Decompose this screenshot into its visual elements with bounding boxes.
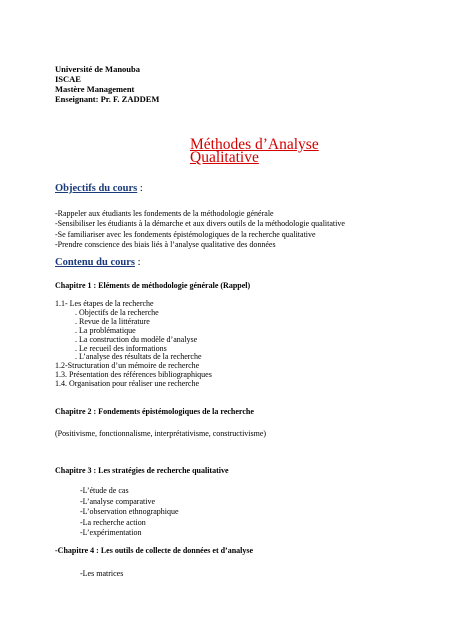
objectives-heading-colon: : xyxy=(137,183,143,194)
teacher-name: Enseignant: Pr. F. ZADDEM xyxy=(55,94,160,104)
outline-item: 1.1- Les étapes de la recherche xyxy=(55,299,154,308)
objective-item: -Sensibiliser les étudiants à la démarche et aux divers outils de la méthodologie qualitative xyxy=(55,219,345,229)
school-name: ISCAE xyxy=(55,74,81,84)
outline-item: 1.4. Organisation pour réaliser une recherche xyxy=(55,379,200,389)
objectives-heading-label: Objectifs du cours xyxy=(55,183,138,194)
outline-subitem: . Le recueil des informations xyxy=(75,343,167,353)
outline-subitem: . Objectifs de la recherche xyxy=(75,307,159,317)
university-name: Université de Manouba xyxy=(55,64,140,74)
strategy-item: -L’observation ethnographique xyxy=(80,507,179,517)
objectives-list xyxy=(55,209,345,250)
chapter-1-outline xyxy=(55,300,212,389)
outline-subitem: . La construction du modèle d’analyse xyxy=(75,334,198,344)
strategy-item: -L’analyse comparative xyxy=(80,496,156,506)
tool-item: -Les matrices xyxy=(80,569,124,578)
chapter-2-title: Chapitre 2 : Fondements épistémologiques de la recherche xyxy=(55,407,254,416)
chapter-1-title: Chapitre 1 : Eléments de méthodologie générale (Rappel) xyxy=(55,281,251,290)
outline-subitem: . L’analyse des résultats de la recherche xyxy=(75,352,202,362)
course-title-line-2: Qualitative xyxy=(190,149,259,166)
strategy-item: -L’étude de cas xyxy=(80,486,129,495)
course-title xyxy=(190,138,319,164)
outline-item: 1.3. Présentation des références bibliographiques xyxy=(55,370,212,380)
objective-item: -Prendre conscience des biais liés à l’analyse qualitative des données xyxy=(55,239,276,249)
chapter-3-list xyxy=(80,486,179,539)
chapter-2-text: (Positivisme, fonctionnalisme, interprétativisme, constructivisme) xyxy=(55,429,267,438)
strategy-item: -L’expérimentation xyxy=(80,528,142,538)
contents-heading-colon: : xyxy=(134,257,141,268)
objectives-heading xyxy=(55,183,143,194)
chapter-3-title: Chapitre 3 : Les stratégies de recherche qualitative xyxy=(55,466,229,475)
strategy-item: -La recherche action xyxy=(80,517,146,527)
contents-heading xyxy=(55,257,140,268)
contents-heading-label: Contenu du cours xyxy=(55,257,135,268)
program-name: Mastère Management xyxy=(55,84,135,94)
chapter-4-list xyxy=(80,569,123,580)
objective-item: -Se familiariser avec les fondements épistémologiques de la recherche qualitative xyxy=(55,229,316,239)
chapter-4-title: -Chapitre 4 : Les outils de collecte de données et d’analyse xyxy=(55,546,254,555)
course-title-line-1: Méthodes d’Analyse xyxy=(190,136,319,153)
outline-subitem: . Revue de la littérature xyxy=(75,316,150,326)
outline-item: 1.2-Structuration d’un mémoire de recherche xyxy=(55,361,200,371)
outline-subitem: . La problématique xyxy=(75,325,136,335)
objective-item: -Rappeler aux étudiants les fondements de la méthodologie générale xyxy=(55,209,274,218)
